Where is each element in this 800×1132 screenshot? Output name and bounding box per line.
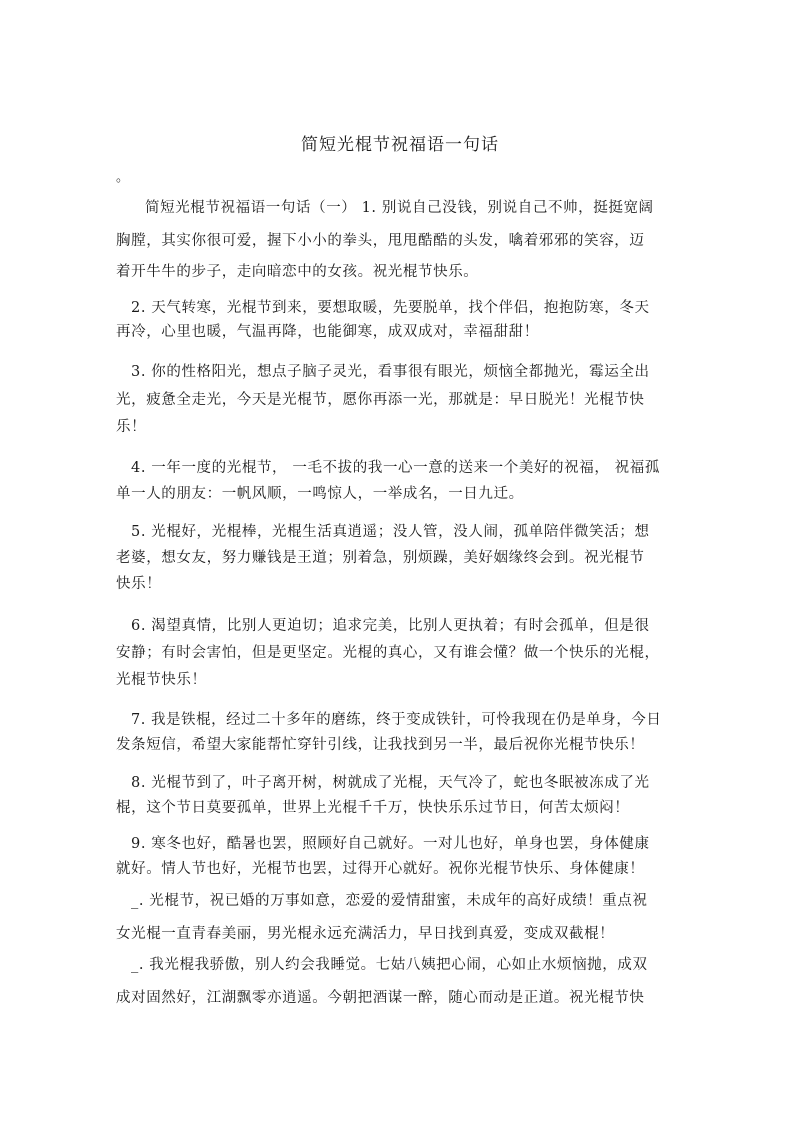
text-line: 6. 渴望真情，比别人更迫切；追求完美，比别人更执着；有时会孤单，但是很 [131, 618, 650, 634]
text-line: 4. 一年一度的光棍节， 一毛不拔的我一心一意的送来一个美好的祝福， 祝福孤 [131, 460, 660, 476]
text-line: 8. 光棍节到了，叶子离开树，树就成了光棍，天气冷了，蛇也冬眠被冻成了光 [131, 775, 650, 791]
text-line: 老婆，想女友，努力赚钱是王道；别着急，别烦躁，美好姻缘终会到。祝光棍节 [116, 550, 645, 566]
text-line: 3. 你的性格阳光，想点子脑子灵光，看事很有眼光，烦恼全都抛光，霉运全出 [131, 364, 650, 380]
text-line: 7. 我是铁棍，经过二十多年的磨练，终于变成铁针，可怜我现在仍是单身，今日 [131, 712, 662, 728]
document-title: 简短光棍节祝福语一句话 [301, 135, 499, 155]
text-line: 发条短信，希望大家能帮忙穿针引线，让我找到另一半，最后祝你光棍节快乐！ [116, 737, 645, 753]
leading-mark: 。 [116, 170, 130, 185]
text-line: 2. 天气转寒，光棍节到来，要想取暖，先要脱单，找个伴侣，抱抱防寒，冬天 [131, 300, 650, 316]
text-line: 光棍节快乐！ [116, 672, 207, 688]
text-line: 简短光棍节祝福语一句话（一） 1. 别说自己没钱，别说自己不帅，挺挺宽阔 [145, 200, 654, 216]
text-line: 5. 光棍好，光棍棒，光棍生活真逍遥；没人管，没人闹，孤单陪伴微笑活；想 [131, 524, 650, 540]
text-line: 再冷，心里也暖，气温再降，也能御寒，成双成对，幸福甜甜！ [116, 324, 539, 340]
text-line: 光，疲惫全走光，今天是光棍节，愿你再添一光，那就是：早日脱光！光棍节快 [116, 392, 645, 408]
text-line: 棍，这个节日莫要孤单，世界上光棍千千万，快快乐乐过节日，何苦太烦闷！ [116, 800, 630, 816]
text-line: _. 我光棍我骄傲，别人约会我睡觉。七姑八姨把心闹，心如止水烦恼抛，成双 [131, 957, 648, 973]
text-line: 胸膛，其实你很可爱，握下小小的拳头，甩甩酷酷的头发，噙着邪邪的笑容，迈 [116, 233, 645, 249]
text-line: _. 光棍节，祝已婚的万事如意，恋爱的爱情甜蜜，未成年的高好成绩！重点祝 [131, 893, 648, 909]
text-line: 安静；有时会害怕，但是更坚定。光棍的真心，又有谁会懂？做一个快乐的光棍， [116, 645, 660, 661]
text-line: 单一人的朋友：一帆风顺，一鸣惊人，一举成名，一日九迁。 [116, 486, 524, 502]
text-line: 乐！ [116, 419, 147, 435]
text-line: 成对固然好，江湖飘零亦逍遥。今朝把酒谋一醉，随心而动是正道。祝光棍节快 [116, 990, 645, 1006]
text-line: 就好。情人节也好，光棍节也罢，过得开心就好。祝你光棍节快乐、身体健康！ [116, 861, 645, 877]
text-line: 9. 寒冬也好，酷暑也罢，照顾好自己就好。一对儿也好，单身也罢，身体健康 [131, 836, 650, 852]
text-line: 着开牛牛的步子，走向暗恋中的女孩。祝光棍节快乐。 [116, 264, 479, 280]
text-line: 快乐！ [116, 576, 162, 592]
text-line: 女光棍一直青春美丽，男光棍永远充满活力，早日找到真爱，变成双截棍！ [116, 926, 615, 942]
